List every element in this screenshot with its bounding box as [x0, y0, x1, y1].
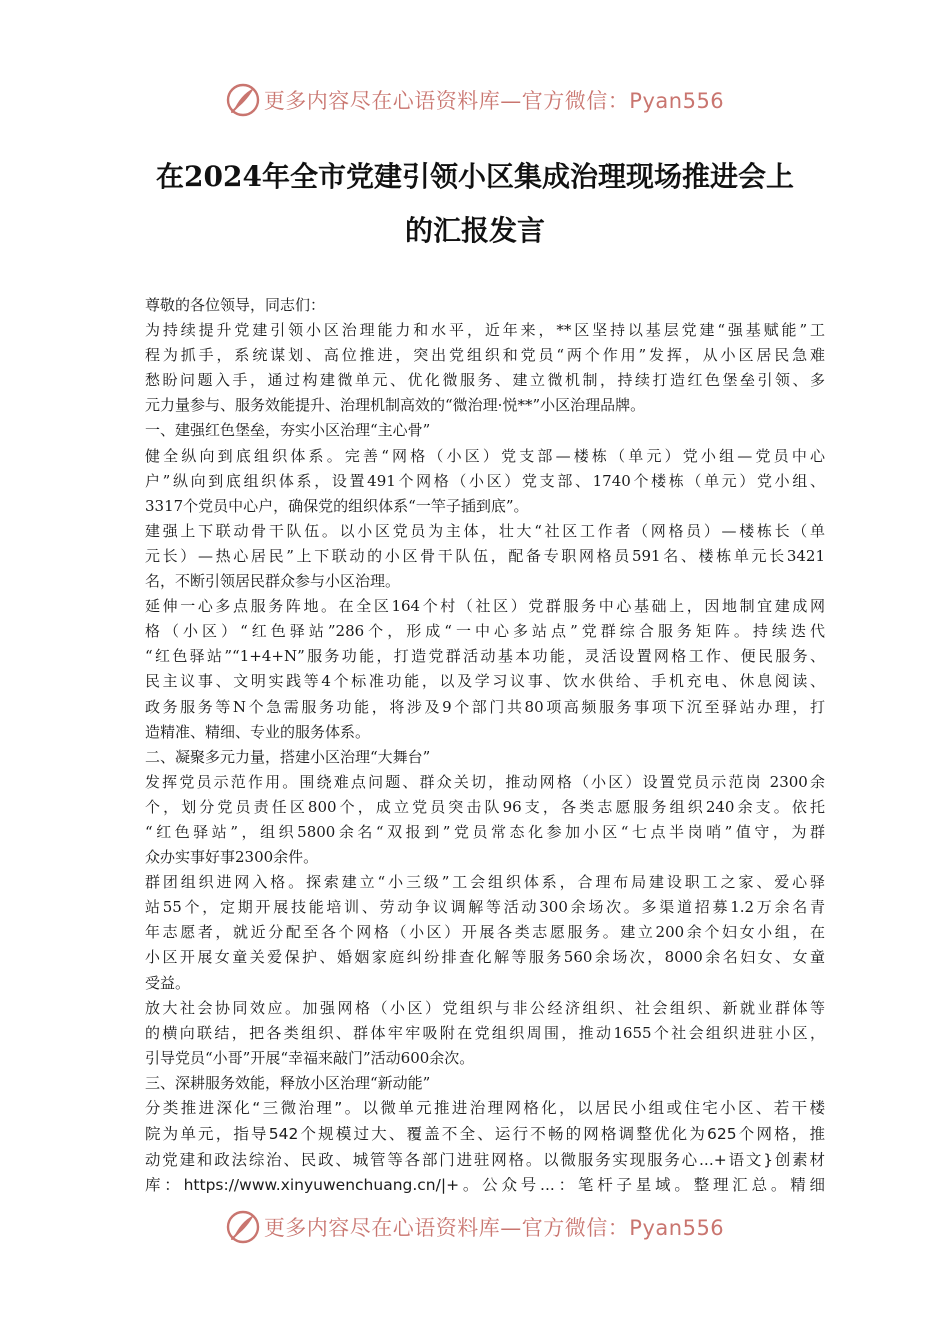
body-line: 小区开展女童关爱保护、婚姻家庭纠纷排查化解等服务560余场次，8000余名妇女、女童 [145, 948, 825, 967]
body-line-sans: 动党建和政法综治、民政、城管等各部门进驻网格。以微服务实现服务心...+语文}创素材 [145, 1150, 825, 1169]
watermark-text: 更多内容尽在心语资料库—官方微信：Pyan556 [263, 1216, 725, 1240]
quill-pen-logo-icon [226, 83, 260, 117]
body-line: 站55个，定期开展技能培训、劳动争议调解等活动300余场次。多渠道招募1.2万余名青 [145, 898, 825, 917]
body-line: 格（小区）“红色驿站”286个，形成“一中心多站点”党群综合服务矩阵。持续迭代 [145, 622, 825, 641]
body-line: 尊敬的各位领导，同志们： [145, 296, 326, 314]
body-line: 名，不断引领居民群众参与小区治理。 [145, 572, 401, 591]
body-line: 元长）—热心居民”上下联动的小区骨干队伍，配备专职网格员591名、楼栋单元长3421 [145, 546, 825, 565]
title-line-2: 的汇报发言 [404, 214, 545, 247]
body-line-sans: 院为单元，指导542个规模过大、覆盖不全、运行不畅的网格调整优化为625个网格，推 [145, 1124, 825, 1143]
body-line: 建强上下联动骨干队伍。以小区党员为主体，壮大“社区工作者（网格员）—楼栋长（单 [145, 521, 825, 540]
footer-watermark-banner [0, 1207, 950, 1247]
watermark-text: 更多内容尽在心语资料库—官方微信：Pyan556 [263, 89, 725, 113]
body-line: 年志愿者，就近分配至各个网格（小区）开展各类志愿服务。建立200余个妇女小组，在 [145, 923, 825, 942]
body-line: 的横向联结，把各类组织、群体牢牢吸附在党组织周围，推动1655个社会组织进驻小区， [145, 1023, 825, 1042]
body-line: 三、深耕服务效能，释放小区治理“新动能” [145, 1073, 431, 1092]
body-line: “红色驿站”，组织5800余名“双报到”党员常态化参加小区“七点半岗哨”值守，为群 [145, 822, 825, 841]
body-line: 民主议事、文明实践等4个标准功能，以及学习议事、饮水供给、手机充电、休息阅读、 [145, 672, 825, 691]
header-watermark-banner [0, 80, 950, 120]
quill-pen-logo-icon [226, 1210, 260, 1244]
body-line: 元力量参与、服务效能提升、治理机制高效的“微治理·悦**”小区治理品牌。 [145, 396, 646, 415]
body-line: “红色驿站”“1+4+N”服务功能，打造党群活动基本功能，灵活设置网格工作、便民服务、 [145, 647, 825, 666]
body-line: 3317个党员中心户，确保党的组织体系“一竿子插到底”。 [145, 496, 529, 515]
body-line: 二、凝聚多元力量，搭建小区治理“大舞台” [145, 747, 431, 766]
body-line: 受益。 [145, 973, 191, 992]
title-line-1: 在2024年全市党建引领小区集成治理现场推进会上 [156, 160, 794, 193]
body-line: 为持续提升党建引领小区治理能力和水平，近年来，**区坚持以基层党建“强基赋能”工 [145, 321, 825, 340]
body-line: 政务服务等N个急需服务功能，将涉及9个部门共80项高频服务事项下沉至驿站办理，打 [145, 697, 825, 716]
body-line: 造精准、精细、专业的服务体系。 [145, 722, 371, 741]
body-line: 愁盼问题入手，通过构建微单元、优化微服务、建立微机制，持续打造红色堡垒引领、多 [145, 371, 825, 390]
body-line: 群团组织进网入格。探索建立“小三级”工会组织体系，合理布局建设职工之家、爱心驿 [145, 873, 825, 892]
body-line: 发挥党员示范作用。围绕难点问题、群众关切，推动网格（小区）设置党员示范岗 2300余 [145, 772, 825, 791]
body-line: 程为抓手，系统谋划、高位推进，突出党组织和党员“两个作用”发挥，从小区居民急难 [145, 346, 825, 365]
document-title [100, 150, 850, 258]
body-line: 一、建强红色堡垒，夯实小区治理“主心骨” [145, 421, 431, 440]
body-line-sans: 库：https://www.xinyuwenchuang.cn/|+。公众号...：笔杆子星域。整理汇总。精细 [145, 1176, 825, 1195]
body-line-sans: 分类推进深化“三微治理”。以微单元推进治理网格化，以居民小组或住宅小区、若干楼 [145, 1099, 825, 1117]
body-line: 健全纵向到底组织体系。完善“网格（小区）党支部—楼栋（单元）党小组—党员中心 [145, 446, 825, 465]
body-line: 户”纵向到底组织体系，设置491个网格（小区）党支部、1740个楼栋（单元）党小组、 [145, 471, 825, 490]
body-line: 个，划分党员责任区800个，成立党员突击队96支，各类志愿服务组织240余支。依托 [145, 797, 825, 816]
body-line: 引导党员“小哥”开展“幸福来敲门”活动600余次。 [145, 1048, 475, 1067]
body-line: 众办实事好事2300余件。 [145, 848, 319, 867]
body-line: 延伸一心多点服务阵地。在全区164个村（社区）党群服务中心基础上，因地制宜建成网 [145, 597, 825, 616]
body-line: 放大社会协同效应。加强网格（小区）党组织与非公经济组织、社会组织、新就业群体等 [145, 998, 825, 1017]
document-body [145, 293, 825, 1199]
